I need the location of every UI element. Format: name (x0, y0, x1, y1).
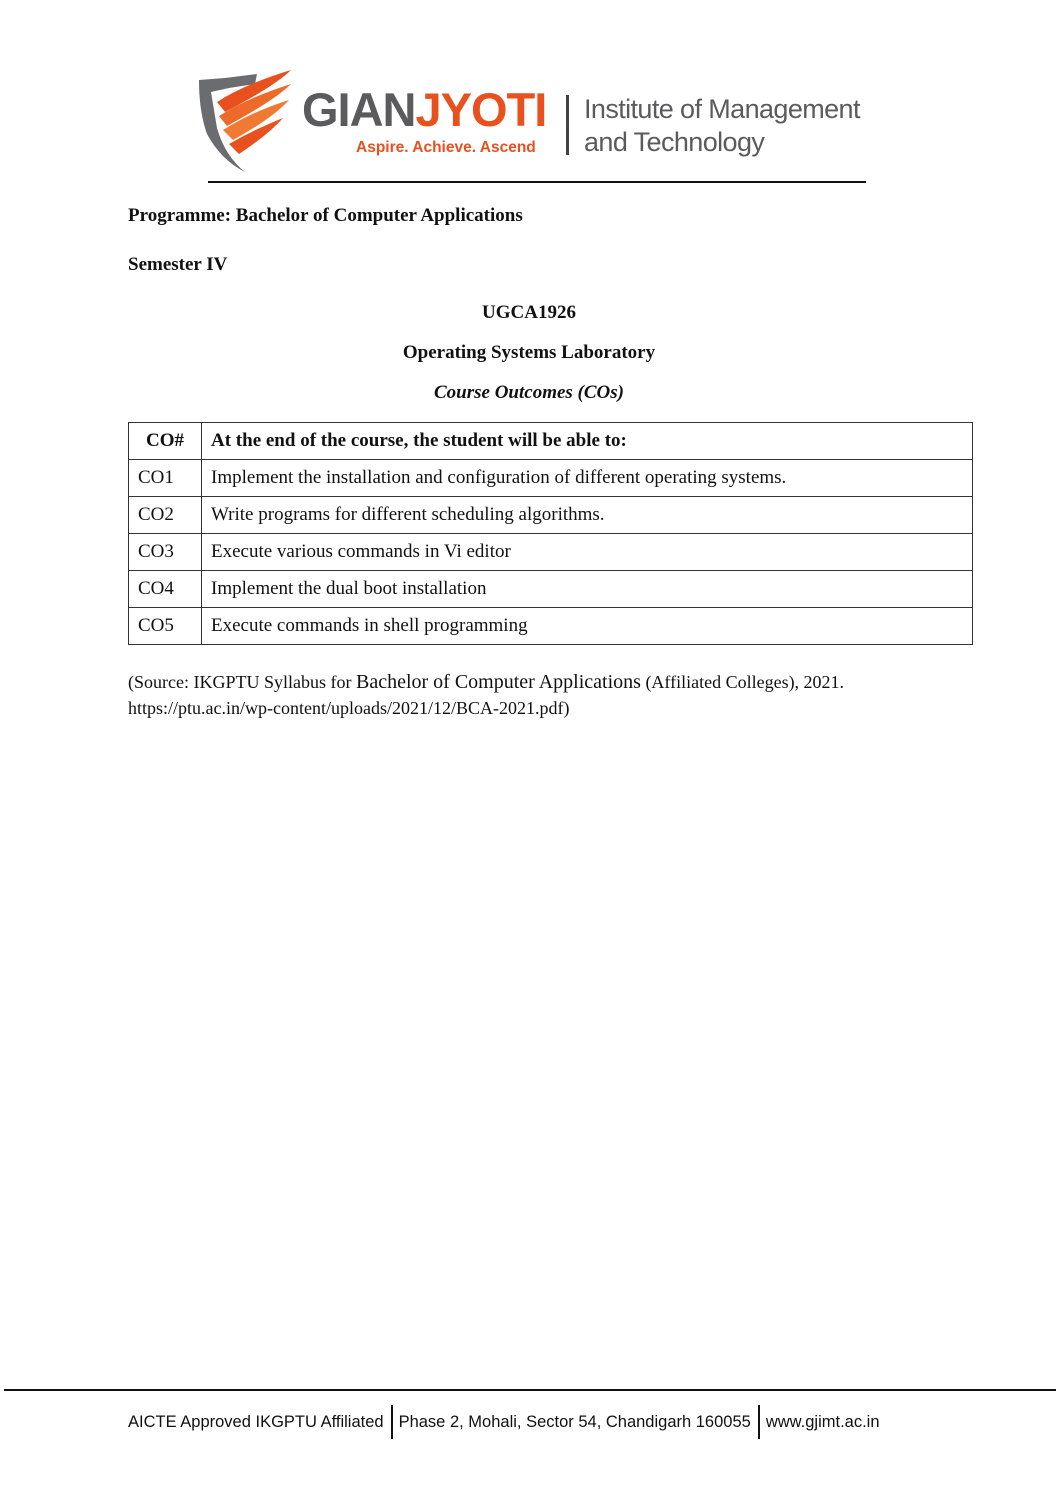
institute-name-line1: Institute of Management (584, 94, 860, 124)
co-description-cell: Execute commands in shell programming (202, 608, 973, 645)
brand-name-part2: JYOTI (415, 83, 547, 136)
source-prefix: (Source: IKGPTU Syllabus for (128, 672, 356, 692)
footer-rule (4, 1389, 1056, 1391)
co-id-cell: CO1 (129, 460, 202, 497)
co-id-cell: CO5 (129, 608, 202, 645)
co-description-cell: Implement the installation and configuration of different operating systems. (202, 460, 973, 497)
table-header-row (129, 423, 973, 460)
header-rule (208, 181, 866, 183)
footer-address: Phase 2, Mohali, Sector 54, Chandigarh 160055 (398, 1412, 751, 1431)
course-outcomes-heading: Course Outcomes (COs) (433, 382, 624, 403)
course-title: Operating Systems Laboratory (402, 342, 656, 363)
brand-name-part1: GIAN (302, 83, 416, 136)
table-header-co: CO# (129, 423, 202, 460)
institute-name-line2: and Technology (584, 127, 765, 157)
brand-tagline: Aspire. Achieve. Ascend (356, 139, 536, 156)
course-code: UGCA1926 (482, 302, 576, 323)
co-description-cell: Implement the dual boot installation (202, 571, 973, 608)
table-header-description: At the end of the course, the student will be able to: (202, 423, 973, 460)
table-row (129, 534, 973, 571)
source-citation (128, 671, 844, 694)
table-row (129, 608, 973, 645)
footer (128, 1405, 880, 1439)
co-id-cell: CO4 (129, 571, 202, 608)
table-row (129, 460, 973, 497)
footer-website: www.gjimt.ac.in (765, 1412, 880, 1431)
source-programme: Bachelor of Computer Applications (355, 671, 641, 693)
source-url: https://ptu.ac.in/wp-content/uploads/2021/12/BCA-2021.pdf) (128, 698, 570, 718)
course-outcomes-table (128, 422, 973, 645)
programme-label: Programme: Bachelor of Computer Applications (128, 205, 523, 226)
co-id-cell: CO2 (129, 497, 202, 534)
co-id-cell: CO3 (129, 534, 202, 571)
footer-divider (758, 1405, 760, 1439)
footer-approval: AICTE Approved IKGPTU Affiliated (128, 1412, 384, 1431)
co-description-cell: Execute various commands in Vi editor (202, 534, 973, 571)
co-description-cell: Write programs for different scheduling algorithms. (202, 497, 973, 534)
footer-divider (391, 1405, 393, 1439)
brand-name (302, 84, 546, 136)
source-suffix: (Affiliated Colleges), 2021. (640, 672, 845, 692)
table-row (129, 571, 973, 608)
shield-logo-icon (195, 68, 297, 178)
header-divider (566, 95, 569, 155)
semester-label: Semester IV (128, 254, 228, 275)
table-row (129, 497, 973, 534)
